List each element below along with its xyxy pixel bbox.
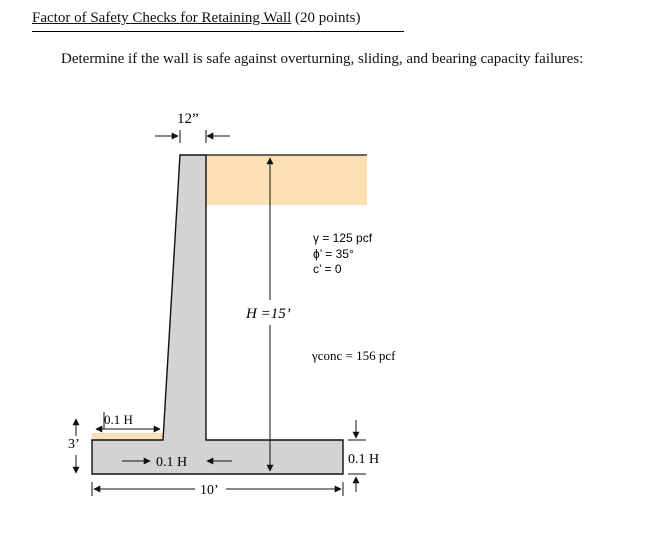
soil-unit-weight: γ = 125 pcf [313,231,373,245]
soil-cohesion: c’ = 0 [313,262,342,276]
concrete-unit-weight: γconc = 156 pcf [312,348,396,363]
backfill-soil [206,155,367,205]
height-label: H =15’ [246,306,291,322]
base-thickness-label: 0.1 H [348,452,380,467]
base-width-label: 10’ [200,483,219,498]
problem-prompt: Determine if the wall is safe against overturning, sliding, and bearing capacity failures: [61,51,584,67]
soil-friction-angle: ϕ’ = 35° [313,247,354,261]
title-text: Factor of Safety Checks for Retaining Wall [32,10,292,26]
stem-base-label: 0.1 H [156,455,188,470]
stem-top-width-label: 12” [177,111,199,127]
toe-length-label: 0.1 H [104,412,133,427]
title-points: (20 points) [291,10,361,26]
embedment-label: 3’ [68,437,80,452]
